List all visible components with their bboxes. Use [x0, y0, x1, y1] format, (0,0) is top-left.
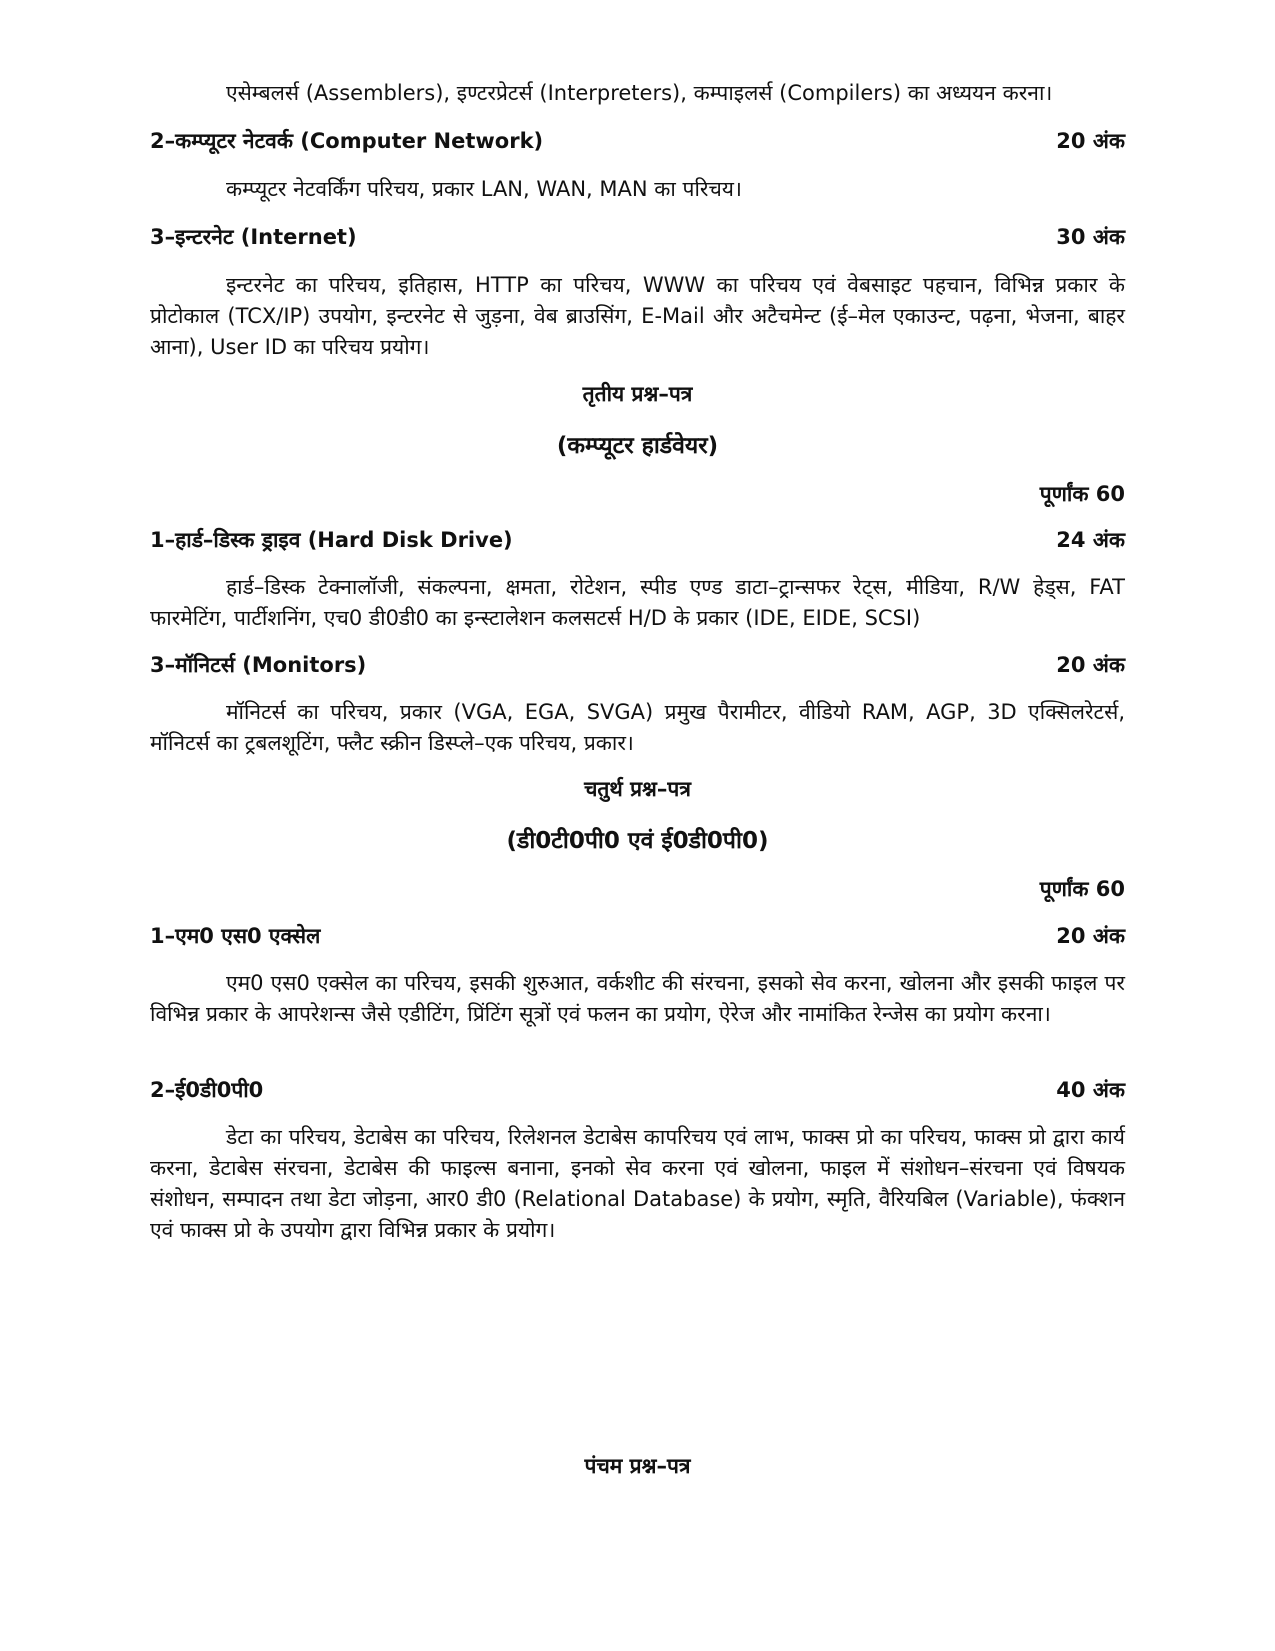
section-heading-text: 3–इन्टरनेट (Internet): [150, 225, 357, 249]
section-marks: 24 अंक: [1056, 528, 1125, 552]
section-marks: 20 अंक: [1056, 924, 1125, 948]
section-marks: 40 अंक: [1056, 1078, 1125, 1102]
section-heading-monitors: [150, 650, 1125, 680]
section-heading-text: 1–हार्ड–डिस्क ड्राइव (Hard Disk Drive): [150, 528, 513, 552]
section-marks: 20 अंक: [1056, 653, 1125, 677]
paper4-title: चतुर्थ प्रश्न–पत्र: [584, 777, 691, 801]
paper3-title: तृतीय प्रश्न–पत्र: [582, 382, 693, 406]
section-marks: 30 अंक: [1056, 225, 1125, 249]
section-body-monitors: मॉनिटर्स का परिचय, प्रकार (VGA, EGA, SVGA) प्रमुख पैरामीटर, वीडियो RAM, AGP, 3D एक्सिलरेटर्स, मॉनिटर्स का ट्रबलशूटिंग, फ्लैट स्क्रीन डिस्प्ले–एक परिचय, प्रकार।: [150, 700, 1125, 755]
section-body-computer-network: कम्प्यूटर नेटवर्किंग परिचय, प्रकार LAN, WAN, MAN का परिचय।: [226, 177, 742, 201]
section-heading-text: 2–कम्प्यूटर नेटवर्क (Computer Network): [150, 129, 544, 153]
section-body-internet: इन्टरनेट का परिचय, इतिहास, HTTP का परिचय, WWW का परिचय एवं वेबसाइट पहचान, विभिन्न प्रकार के प्रोटोकाल (TCX/IP) उपयोग, इन्टरनेट से जुड़ना, वेब ब्राउसिंग, E-Mail और अटैचमेन्ट (ई–मेल एकाउन्ट, पढ़ना, भेजना, बाहर आना), User ID का परिचय प्रयोग।: [150, 273, 1125, 359]
section-heading-internet: [150, 222, 1125, 252]
section-body-hard-disk: हार्ड–डिस्क टेक्नालॉजी, संकल्पना, क्षमता, रोटेशन, स्पीड एण्ड डाटा–ट्रान्सफर रेट्स, मीडिया, R/W हेड्स, FAT फारमेटिंग, पार्टीशनिंग, एच0 डी0डी0 का इन्स्टालेशन कलसटर्स H/D के प्रकार (IDE, EIDE, SCSI): [150, 575, 1125, 630]
section-heading-text: 3–मॉनिटर्स (Monitors): [150, 653, 367, 677]
section-heading-hard-disk: [150, 525, 1125, 555]
section-heading-edp: [150, 1075, 1125, 1105]
section-body-ms-excel: एम0 एस0 एक्सेल का परिचय, इसकी शुरुआत, वर्कशीट की संरचना, इसको सेव करना, खोलना और इसकी फाइल पर विभिन्न प्रकार के आपरेशन्स जैसे एडीटिंग, प्रिंटिंग सूत्रों एवं फलन का प्रयोग, ऐरेज और नामांकित रेन्जेस का प्रयोग करना।: [150, 971, 1125, 1026]
intro-paragraph: एसेम्बलर्स (Assemblers), इण्टरप्रेटर्स (Interpreters), कम्पाइलर्स (Compilers) का अध्ययन करना।: [226, 81, 1053, 105]
paper3-subtitle: (कम्प्यूटर हार्डवेयर): [556, 433, 719, 459]
paper4-total-marks: पूर्णांक 60: [1039, 877, 1125, 901]
paper4-subtitle: (डी0टी0पी0 एवं ई0डी0पी0): [506, 828, 769, 854]
paper5-title: पंचम प्रश्न–पत्र: [584, 1454, 691, 1478]
section-marks: 20 अंक: [1056, 129, 1125, 153]
section-heading-ms-excel: [150, 921, 1125, 951]
section-heading-computer-network: [150, 126, 1125, 156]
section-body-edp: डेटा का परिचय, डेटाबेस का परिचय, रिलेशनल डेटाबेस कापरिचय एवं लाभ, फाक्स प्रो का परिचय, फाक्स प्रो द्वारा कार्य करना, डेटाबेस संरचना, डेटाबेस की फाइल्स बनाना, इनको सेव करना एवं खोलना, फाइल में संशोधन–संरचना एवं विषयक संशोधन, सम्पादन तथा डेटा जोड़ना, आर0 डी0 (Relational Database) के प्रयोग, स्मृति, वैरियबिल (Variable), फंक्शन एवं फाक्स प्रो के उपयोग द्वारा विभिन्न प्रकार के प्रयोग।: [150, 1125, 1125, 1242]
section-heading-text: 2–ई0डी0पी0: [150, 1078, 264, 1102]
paper3-total-marks: पूर्णांक 60: [1039, 482, 1125, 506]
section-heading-text: 1–एम0 एस0 एक्सेल: [150, 924, 321, 948]
